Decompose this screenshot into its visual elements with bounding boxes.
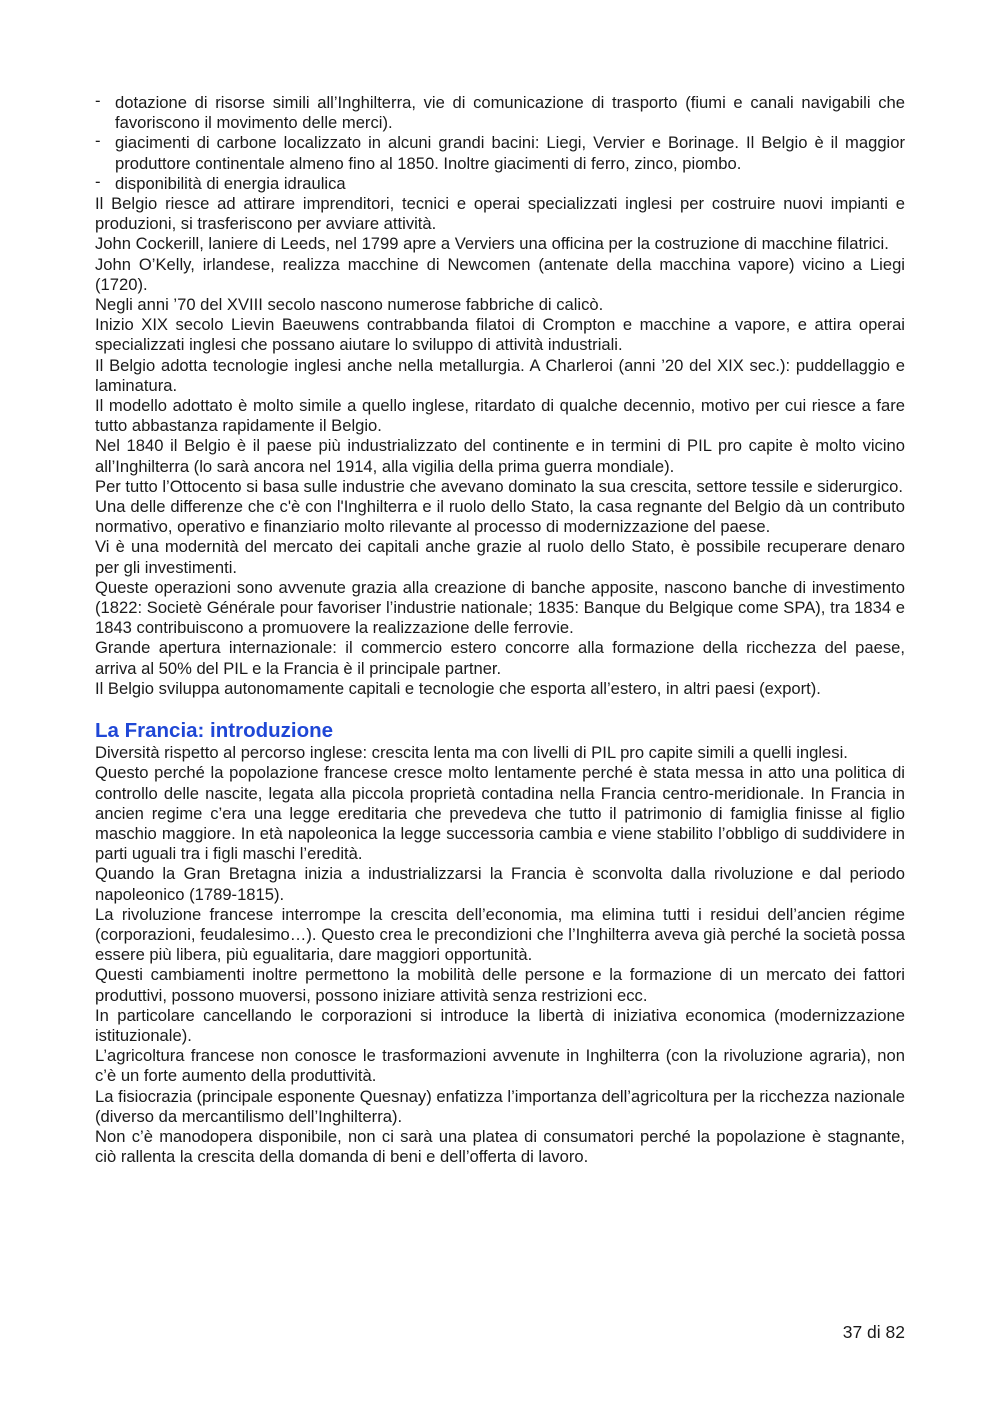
list-item bbox=[95, 93, 905, 133]
bullet-text: dotazione di risorse simili all’Inghilterra, vie di comunicazione di trasporto (fiumi e canali navigabili che favoriscono il movimento delle merci). bbox=[115, 93, 905, 133]
paragraph: Una delle differenze che c'è con l'Inghilterra e il ruolo dello Stato, la casa regnante del Belgio dà un contributo normativo, operativo e finanziario molto rilevante al processo di modernizzazione del paese. bbox=[95, 497, 905, 537]
paragraph: Nel 1840 il Belgio è il paese più industrializzato del continente e in termini di PIL pro capite è molto vicino all’Inghilterra (lo sarà ancora nel 1914, alla vigilia della prima guerra mondiale). bbox=[95, 436, 905, 476]
dash-bullet-icon: - bbox=[95, 131, 101, 151]
paragraph: Non c’è manodopera disponibile, non ci sarà una platea di consumatori perché la popolazione è stagnante, ciò rallenta la crescita della domanda di beni e dell’offerta di lavoro. bbox=[95, 1126, 905, 1167]
paragraph: Vi è una modernità del mercato dei capitali anche grazie al ruolo dello Stato, è possibile recuperare denaro per gli investimenti. bbox=[95, 537, 905, 577]
bullet-text: giacimenti di carbone localizzato in alcuni grandi bacini: Liegi, Vervier e Borinage. Il Belgio è il maggior produttore continentale almeno fino al 1850. Inoltre giacimenti di ferro, zinco, piombo. bbox=[115, 133, 905, 173]
list-item bbox=[95, 133, 905, 173]
paragraph: Il Belgio adotta tecnologie inglesi anche nella metallurgia. A Charleroi (anni ’20 del XIX sec.): puddellaggio e laminatura. bbox=[95, 355, 905, 395]
dash-bullet-icon: - bbox=[95, 171, 101, 191]
paragraph: L’agricoltura francese non conosce le trasformazioni avvenute in Inghilterra (con la rivoluzione agraria), non c’è un forte aumento della produttività. bbox=[95, 1046, 905, 1086]
dash-bullet-icon: - bbox=[95, 91, 101, 110]
paragraph: In particolare cancellando le corporazioni si introduce la libertà di iniziativa economica (modernizzazione istituzionale). bbox=[95, 1005, 905, 1045]
paragraph: John Cockerill, laniere di Leeds, nel 1799 apre a Verviers una officina per la costruzione di macchine filatrici. bbox=[95, 234, 889, 254]
paragraph: La rivoluzione francese interrompe la crescita dell’economia, ma elimina tutti i residui dell’ancien régime (corporazioni, feudalesimo…). Questo crea le precondizioni che l’Inghilterra aveva già perché la società possa essere più libera, più egualitaria, dare maggiori opportunità. bbox=[95, 904, 905, 965]
paragraph: Inizio XIX secolo Lievin Baeuwens contrabbanda filatoi di Crompton e macchine a vapore, e attira operai specializzati inglesi che possano aiutare lo sviluppo di attività industriali. bbox=[95, 315, 905, 355]
paragraph: Per tutto l’Ottocento si basa sulle industrie che avevano dominato la sua crescita, settore tessile e siderurgico. bbox=[95, 476, 903, 496]
bullet-text: disponibilità di energia idraulica bbox=[115, 173, 346, 193]
list-item bbox=[95, 171, 905, 194]
paragraph: Quando la Gran Bretagna inizia a industrializzarsi la Francia è sconvolta dalla rivoluzione e dal periodo napoleonico (1789-1815). bbox=[95, 864, 905, 904]
paragraph: Queste operazioni sono avvenute grazia alla creazione di banche apposite, nascono banche di investimento (1822: Societè Générale pour favoriser l’industrie nationale; 1835: Banque du Belgique come SPA), tra 1834 e 1843 contribuiscono a promuovere la realizzazione delle ferrovie. bbox=[95, 577, 905, 638]
bullet-list bbox=[95, 93, 905, 194]
paragraph: Il Belgio riesce ad attirare imprenditori, tecnici e operai specializzati inglesi per costruire nuovi impianti e produzioni, si trasferiscono per avviare attività. bbox=[95, 194, 905, 234]
page-number: 37 di 82 bbox=[842, 1322, 905, 1342]
paragraph: Questi cambiamenti inoltre permettono la mobilità delle persone e la formazione di un mercato dei fattori produttivi, possono muoversi, possono iniziare attività senza restrizioni ecc. bbox=[95, 965, 905, 1005]
paragraph: John O’Kelly, irlandese, realizza macchine di Newcomen (antenate della macchina vapore) vicino a Liegi (1720). bbox=[95, 254, 905, 294]
paragraph: Il modello adottato è molto simile a quello inglese, ritardato di qualche decennio, motivo per cui riesce a fare tutto abbastanza rapidamente il Belgio. bbox=[95, 396, 905, 436]
paragraph: Diversità rispetto al percorso inglese: crescita lenta ma con livelli di PIL pro capite simili a quelli inglesi. bbox=[95, 743, 848, 763]
paragraph: Negli anni ’70 del XVIII secolo nascono numerose fabbriche di calicò. bbox=[95, 295, 604, 315]
paragraph: La fisiocrazia (principale esponente Quesnay) enfatizza l’importanza dell’agricoltura per la ricchezza nazionale (diverso da mercantilismo dell’Inghilterra). bbox=[95, 1086, 905, 1126]
paragraph: Questo perché la popolazione francese cresce molto lentamente perché è stata messa in atto una politica di controllo delle nascite, legata alla piccola proprietà contadina nella Francia centro-meridionale. In Francia in ancien regime c’era una legge ereditaria che prevedeva che tutto il patrimonio di famiglia finisse al figlio maschio maggiore. In età napoleonica la legge successoria cambia e viene stabilito l’obbligo di suddividere in parti uguali tra i figli maschi l’eredità. bbox=[95, 763, 905, 864]
paragraph: Grande apertura internazionale: il commercio estero concorre alla formazione della ricchezza del paese, arriva al 50% del PIL e la Francia è il principale partner. bbox=[95, 638, 905, 678]
paragraph: Il Belgio sviluppa autonomamente capitali e tecnologie che esporta all’estero, in altri paesi (export). bbox=[95, 678, 821, 698]
document-page bbox=[95, 93, 905, 1167]
section-heading: La Francia: introduzione bbox=[95, 719, 334, 743]
